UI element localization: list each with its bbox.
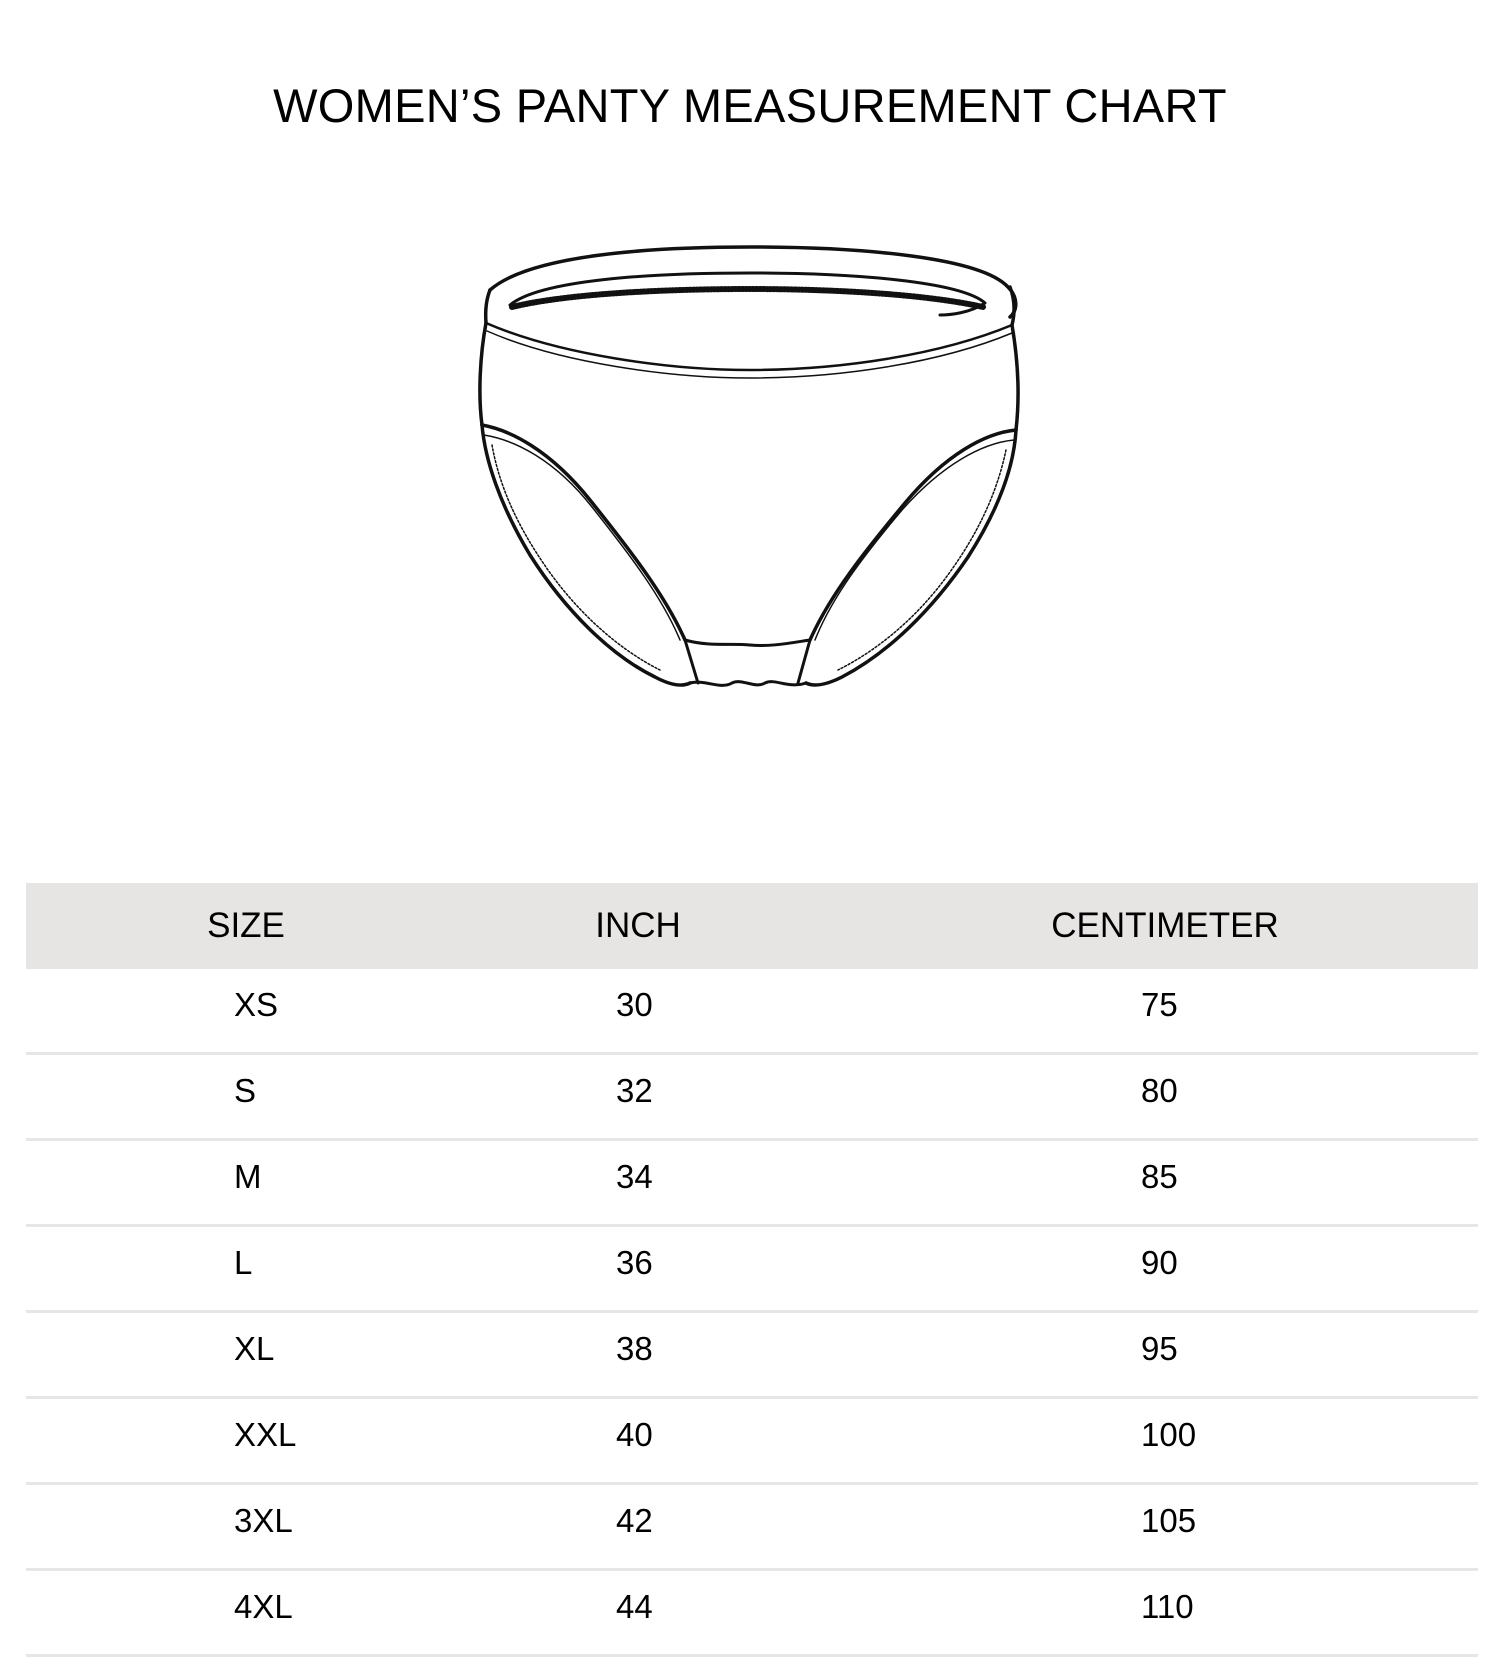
size-cell: XXL <box>234 1416 297 1453</box>
table-row <box>26 1227 1478 1313</box>
size-cell: L <box>234 1244 253 1281</box>
table-header <box>26 883 1478 969</box>
centimeter-cell: 105 <box>1141 1502 1197 1539</box>
inch-cell: 44 <box>616 1588 653 1625</box>
table-row <box>26 969 1478 1055</box>
table-row <box>26 1141 1478 1227</box>
table-row <box>26 1485 1478 1571</box>
table-row <box>26 1399 1478 1485</box>
header-inch: INCH <box>595 906 681 945</box>
size-cell: M <box>234 1158 262 1195</box>
inch-cell: 38 <box>616 1330 653 1367</box>
size-cell: XS <box>234 986 279 1023</box>
inch-cell: 32 <box>616 1072 653 1109</box>
inch-cell: 36 <box>616 1244 653 1281</box>
inch-cell: 34 <box>616 1158 653 1195</box>
header-centimeter: CENTIMETER <box>1051 906 1279 945</box>
centimeter-cell: 75 <box>1141 986 1178 1023</box>
centimeter-cell: 85 <box>1141 1158 1178 1195</box>
panty-line-drawing-icon <box>470 245 1030 730</box>
inch-cell: 30 <box>616 986 653 1023</box>
centimeter-cell: 80 <box>1141 1072 1178 1109</box>
centimeter-cell: 95 <box>1141 1330 1178 1367</box>
header-size: SIZE <box>207 906 285 945</box>
table-row <box>26 1313 1478 1399</box>
inch-cell: 42 <box>616 1502 653 1539</box>
size-cell: XL <box>234 1330 275 1367</box>
size-cell: 4XL <box>234 1588 293 1625</box>
size-cell: 3XL <box>234 1502 293 1539</box>
table-row <box>26 1571 1478 1657</box>
inch-cell: 40 <box>616 1416 653 1453</box>
centimeter-cell: 100 <box>1141 1416 1197 1453</box>
page-title: WOMEN’S PANTY MEASUREMENT CHART <box>273 79 1227 132</box>
centimeter-cell: 110 <box>1141 1588 1194 1625</box>
table-row <box>26 1055 1478 1141</box>
centimeter-cell: 90 <box>1141 1244 1178 1281</box>
size-cell: S <box>234 1072 257 1109</box>
size-chart-table <box>26 883 1478 1657</box>
